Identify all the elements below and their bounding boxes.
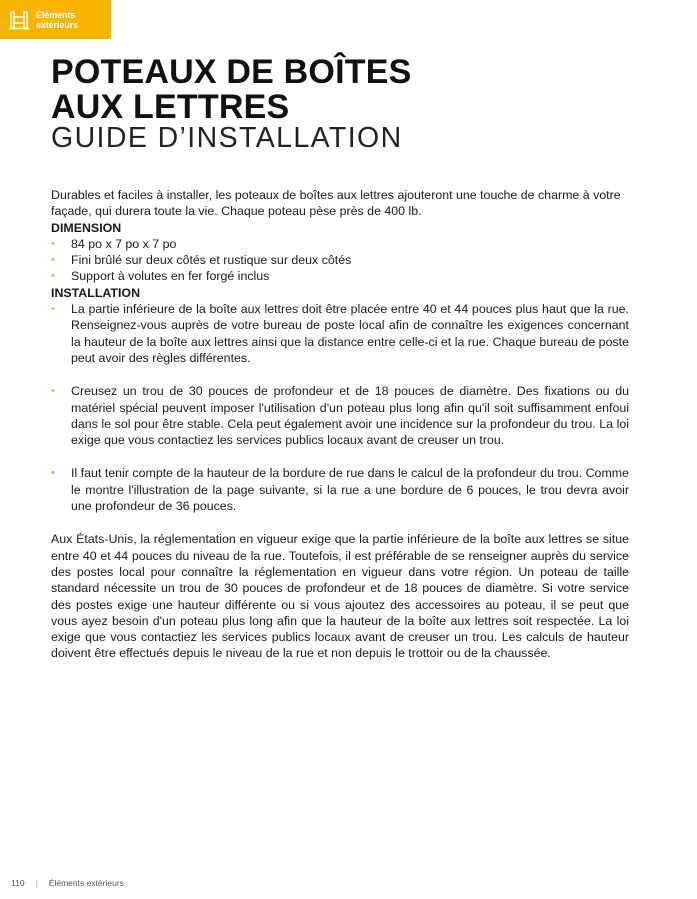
main-content [51, 187, 629, 662]
list-item: • Creusez un trou de 30 pouces de profondeur et de 18 pouces de diamètre. Des fixations ou du matériel spécial peuvent imposer l'utilisation d'un poteau plus long afin qu'il soit suffisamment enfoui dans le sol pour être stable. Cela peut également avoir une incidence sur la profondeur du trou. La loi exige que vous contactiez les services publics locaux avant de creuser un trou. [51, 383, 629, 448]
page-title-line1: POTEAUX DE BOÎTES [51, 53, 412, 91]
page-title-line2: AUX LETTRES [51, 88, 290, 126]
list-item: • Support à volutes en fer forgé inclus [51, 268, 629, 284]
section-tag-line1: Éléments [36, 9, 76, 20]
regulation-paragraph: Aux États-Unis, la réglementation en vigueur exige que la partie inférieure de la boîte aux lettres se situe entre 40 et 44 pouces du niveau de la rue. Toutefois, il est préférable de se renseigner auprès du service des postes local pour connaître la réglementation en vigueur dans votre région. Un poteau de taille standard nécessite un trou de 30 pouces de profondeur et de 18 pouces de diamètre. Si votre service des postes exige une hauteur différente ou si vous ajoutez des accessoires au poteau, il se peut que vous ayez besoin d'un poteau plus long afin que la hauteur de la boîte aux lettres soit respectée. La loi exige que vous contactiez les services publics locaux avant de creuser un trou. Les calculs de hauteur doivent être effectués depuis le niveau de la rue et non depuis le trottoir ou de la chaussée. [51, 532, 629, 661]
list-item: • Fini brûlé sur deux côtés et rustique sur deux côtés [51, 252, 629, 268]
installation-heading: INSTALLATION [51, 285, 141, 300]
section-tag-line2: extérieurs [36, 19, 79, 30]
section-tag-label [36, 10, 78, 30]
intro-paragraph: Durables et faciles à installer, les poteaux de boîtes aux lettres ajouteront une touche de charme à votre façade, qui durera toute la vie. Chaque poteau pèse près de 400 lb. [51, 188, 621, 219]
list-item: • La partie inférieure de la boîte aux lettres doit être placée entre 40 et 44 pouces plus haut que la rue. Renseignez-vous auprès de votre bureau de poste local afin de connaître les exigences concernant la hauteur de la boîte aux lettres ainsi que la distance entre celle-ci et la rue. Chaque bureau de poste peut avoir des règles différentes. [51, 301, 629, 366]
page-footer [11, 878, 124, 888]
list-item: • Il faut tenir compte de la hauteur de la bordure de rue dans le calcul de la profondeur du trou. Comme le montre l'illustration de la page suivante, si la rue a une bordure de 6 pouces, le trou devra avoir une profondeur de 36 pouces. [51, 465, 629, 514]
page-number: 110 [11, 878, 25, 888]
list-item: • 84 po x 7 po x 7 po [51, 236, 629, 252]
installation-list [51, 301, 629, 514]
dimension-heading: DIMENSION [51, 220, 122, 235]
footer-section: Éléments extérieurs [48, 878, 124, 888]
section-tag [0, 0, 111, 39]
page-subtitle: GUIDE D’INSTALLATION [51, 122, 403, 154]
page-title [51, 55, 411, 125]
dimension-list [51, 236, 629, 285]
footer-separator: | [35, 878, 38, 888]
fence-post-icon [8, 9, 30, 31]
